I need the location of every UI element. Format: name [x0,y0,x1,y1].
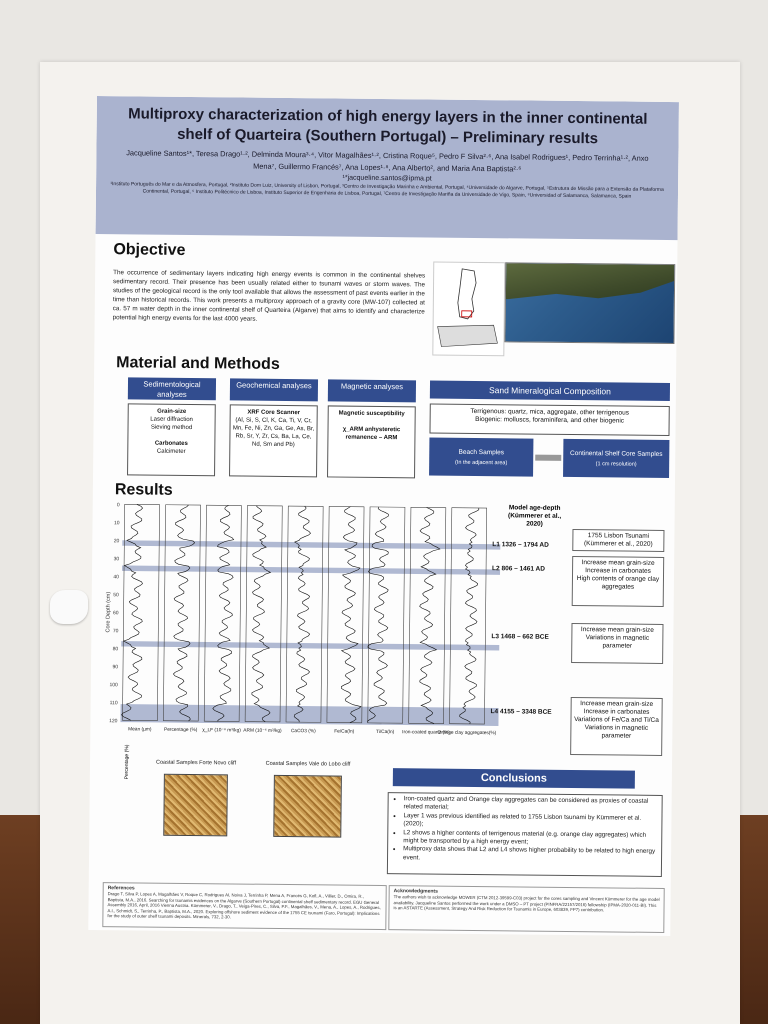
log-trace-2 [213,505,234,721]
carbonates-label: Carbonates [154,440,188,447]
references-heading: References [107,885,135,892]
x-axis-label: ARM (10⁻⁶ m³/kg) [243,728,282,734]
log-panel-2 [204,505,241,721]
x-axis-label: Ti/Ca(ln) [375,729,395,736]
references-text: Drago T, Silva P, Lopes A, Magalhães V, Roque C, Rodrigues AI, Noiva J, Terrinha P, Mena A, Francés G, Kofl, A., Villier, D., Omira, R., Baptista, M.A., 2016. Searching for tsunamis evidences on the Algarve (Southern Portugal) continental shelf sedimentary record. EGU General Assembly 2016, April, 2016 Vienna Austria. Kümmerer, V., Drago, T., Veiga-Pires, C., Silva, P.F., Magalhães, V., Mena, A., Lopes, A., Rodrigues, A.I., Schmidt, S., Terrinha, P., Baptista, M.A., 2020. Exploring offshore sediment evidence of the 1755 CE tsunami (Faro, Portugal): Implications for the study of outer shelf tsunami deposits. Minerals, 732, 2-30. [107,891,381,920]
log-trace-6 [367,507,389,723]
conclusion-item: • Layer 1 was previous identified as related to 1755 Lisbon tsunami by Kümmerer et al. (2020); [403,812,656,831]
photo-2-title: Coastal Samples Vale do Lobo cliff [265,760,351,768]
photo-1 [163,774,228,837]
xrf-label: XRF Core Scanner [247,409,301,417]
note-layer-4: Increase mean grain-size Increase in carbonates Variations of Fe/Ca and Ti/Ca Variations in magnetic parameter [570,697,663,756]
poster-affiliations: ¹Instituto Português do Mar e da Atmosfera, Portugal, ²Instituto Dom Luiz, University of Lisbon, Portugal, ³Centro de Investigação Marinha e Ambiental, Portugal, ⁴Universidade do Algarve, Portugal, ⁵Estrutura de Missão para a Extensão da Plataforma Continental, Portugal, ⁶ Instituto Politécnico de Lisboa, Instituto Superior de Engenharia de Lisboa, Portugal, ⁷Centro de Investigação Mariña da Universidade de Vigo, Spain, ⁸Universidad of Salamanca, Salamanca, Spain [110,181,664,200]
y-tick-label: 20 [113,538,120,545]
acknowledgments-box [388,885,664,933]
conclusion-item: • L2 shows a higher contents of terrigenous material (e.g. orange clay aggregates) which might be transported by a high energy event; [403,829,656,848]
note-layer-2: Increase mean grain-size Increase in carbonates High contents of orange clay aggregates [572,556,665,607]
layer-band-4 [120,704,498,726]
y-tick-label: 40 [113,574,119,581]
methods-heading: Material and Methods [116,354,280,373]
grain-size-methods: Laser diffraction Sieving method [150,416,193,432]
y-tick-label: 30 [113,556,120,563]
photo-axis-label: Percentage (%) [123,744,131,780]
arm-label: χ_ARM anhysteretic remanence – ARM [342,426,401,442]
grain-size-label: Grain-size [157,408,187,415]
log-panel-0 [122,504,159,720]
conclusions-heading: Conclusions [393,768,635,789]
conclusion-item: • Multiproxy data shows that L2 and L4 shows higher probability to be related to high energy event. [403,846,656,865]
beach-samples-label: Beach Samples [458,448,505,457]
location-map [432,262,505,357]
layer-4-label: L4 4155 – 3348 BCE [490,708,552,716]
carbonates-method: Calcimeter [156,448,186,455]
y-tick-label: 50 [113,592,119,599]
photo-2 [273,775,342,838]
poster-title: Multiproxy characterization of high energy layers in the inner continental shelf of Quarteira (Southern Portugal) – Preliminary results [128,105,648,148]
y-tick-label: 100 [109,682,118,689]
log-trace-5 [341,507,363,723]
log-panel-1 [163,505,200,721]
x-axis-label: Mean (µm) [128,727,152,733]
geochemical-head: Geochemical analyses [230,378,318,401]
shelf-samples-label: Continental Shelf Core Samples [569,449,663,458]
magnetic-box [327,405,416,478]
model-age-label: Model age-depth (Kümmerer et al., 2020) [508,504,562,528]
y-tick-label: 110 [109,700,118,707]
log-trace-7 [418,507,440,723]
log-trace-4 [293,506,311,722]
layer-3-label: L3 1468 – 662 BCE [491,633,549,641]
terrigenous-text: Terrigenous: quartz, mica, aggregate, other terrigenous [470,407,630,417]
layer-band-2 [122,565,500,574]
log-panel-6 [368,507,405,723]
shelf-samples-sub: (1 cm resolution) [595,461,637,468]
beach-samples-sub: (In the adjacent area) [454,459,508,467]
layer-1-label: L1 1326 – 1794 AD [492,541,549,549]
log-trace-1 [173,505,195,721]
magnetic-susceptibility-label: Magnetic susceptibility [338,410,405,418]
shelf-samples-box [563,439,669,478]
y-tick-label: 70 [112,628,119,635]
conclusion-item: • Iron-coated quartz and Orange clay aggregates can be considered as proxies of coastal related material; [404,795,657,814]
satellite-map [504,262,675,344]
arrow-icon [535,455,561,461]
y-tick-label: 120 [109,718,118,725]
objective-text: The occurrence of sedimentary layers indicating high energy events is common in the continental shelves sedimentary record. Their presence has been usually related either to tsunami waves or storm waves. The studies of the geological record is the only tool available that allows the assessment of past events earlier in the time than historical records. This work presents a multiproxy approach of a gravity core (MW-107) collected at ca. 57 m water depth in the inner continental shelf of Quarteira (Algarve) that aims to identify and characterize potential high energy events for the last 4000 years. [112,269,426,323]
x-axis-label: Percentage (%) [164,727,198,734]
note-lisbon-tsunami: 1755 Lisbon Tsunami (Kümmerer et al., 2020) [572,529,664,552]
coastal-photos [123,744,378,880]
magnetic-head: Magnetic analyses [328,379,416,402]
poster [88,96,679,936]
y-tick-label: 10 [113,520,120,527]
objective-heading: Objective [113,241,186,259]
poster-authors: Jacqueline Santos¹*, Teresa Drago¹·², Delminda Moura³·⁴, Vitor Magalhães¹·², Cristina Roque⁵, Pedro F Silva²·⁶, Ana Isabel Rodrigues¹, Pedro Terrinha¹·², Anxo Mena⁷, Guillermo Francés⁷, Ana Lopes¹·⁸, Ana Alberto², and Maria Ana Baptista²·⁶ [126,148,649,174]
layer-2-label: L2 806 – 1461 AD [492,565,546,573]
results-heading: Results [114,481,173,499]
x-axis-label: Orange clay aggregates(%) [437,730,497,737]
x-axis-label: CaCO3 (%) [290,729,316,735]
y-tick-label: 60 [112,610,119,617]
sedimentological-head: Sedimentological analyses [128,377,216,400]
references-box [102,882,386,930]
note-layer-3: Increase mean grain-size Variations in magnetic parameter [571,623,663,664]
layer-band-1 [122,540,500,549]
x-axis-label: χ_LF (10⁻⁸ m³/kg) [202,728,241,734]
poster-header [96,96,679,240]
log-panel-8 [450,508,487,724]
beach-samples-box [429,438,533,477]
y-tick-label: 0 [116,502,120,509]
log-trace-8 [460,508,479,724]
y-axis-label: Core Depth (cm) [105,591,112,633]
sand-mineralogy-head: Sand Mineralogical Composition [430,381,670,402]
poster-email: ¹*jacqueline.santos@ipma.pt [342,174,432,183]
photo-1-title: Coastal Samples Forte Novo cliff [155,759,237,767]
conclusions-box [387,792,663,877]
log-trace-3 [251,506,272,722]
acknowledgments-heading: Acknowledgments [393,888,438,895]
paper-scrap [50,590,88,624]
geochemical-box [229,404,318,477]
acknowledgments-text: The authors wish to acknowledge MOWER (CTM 2012-39599-C03) project for the cores sampling and Vincent Kümmerer for the age model availability. Jacqueline Santos performed the work under a DMSO – PT project (PINFRA/22157/2016) fellowship (IPMA-2020-011-BI). This is an ASTARTE (Assessment, Strategy And Risk Reduction for Tsunamis in Europe, 603839, FP7) contribution. [393,894,660,913]
x-axis-label: Fe/Ca(ln) [334,729,355,735]
y-tick-label: 90 [112,664,119,671]
biogenic-text: Biogenic: molluscs, foraminifera, and other biogenic [475,415,625,425]
satellite-land [506,263,674,305]
sand-composition-box [429,404,669,437]
log-trace-0 [121,504,143,720]
y-tick-label: 80 [112,646,119,653]
xrf-elements: (Al, Si, S, Cl, K, Ca, Ti, V, Cr, Mn, Fe, Ni, Zn, Ga, Ge, As, Br, Rb, Sr, Y, Zr, Cs, Ba, La, Ce, Nd, Sm and Pb) [232,417,315,449]
x-axis-label: Iron-coated quartz (%) [402,730,450,736]
log-panel-4 [286,506,323,722]
core-log-chart [104,500,507,754]
sedimentological-box [127,403,216,476]
